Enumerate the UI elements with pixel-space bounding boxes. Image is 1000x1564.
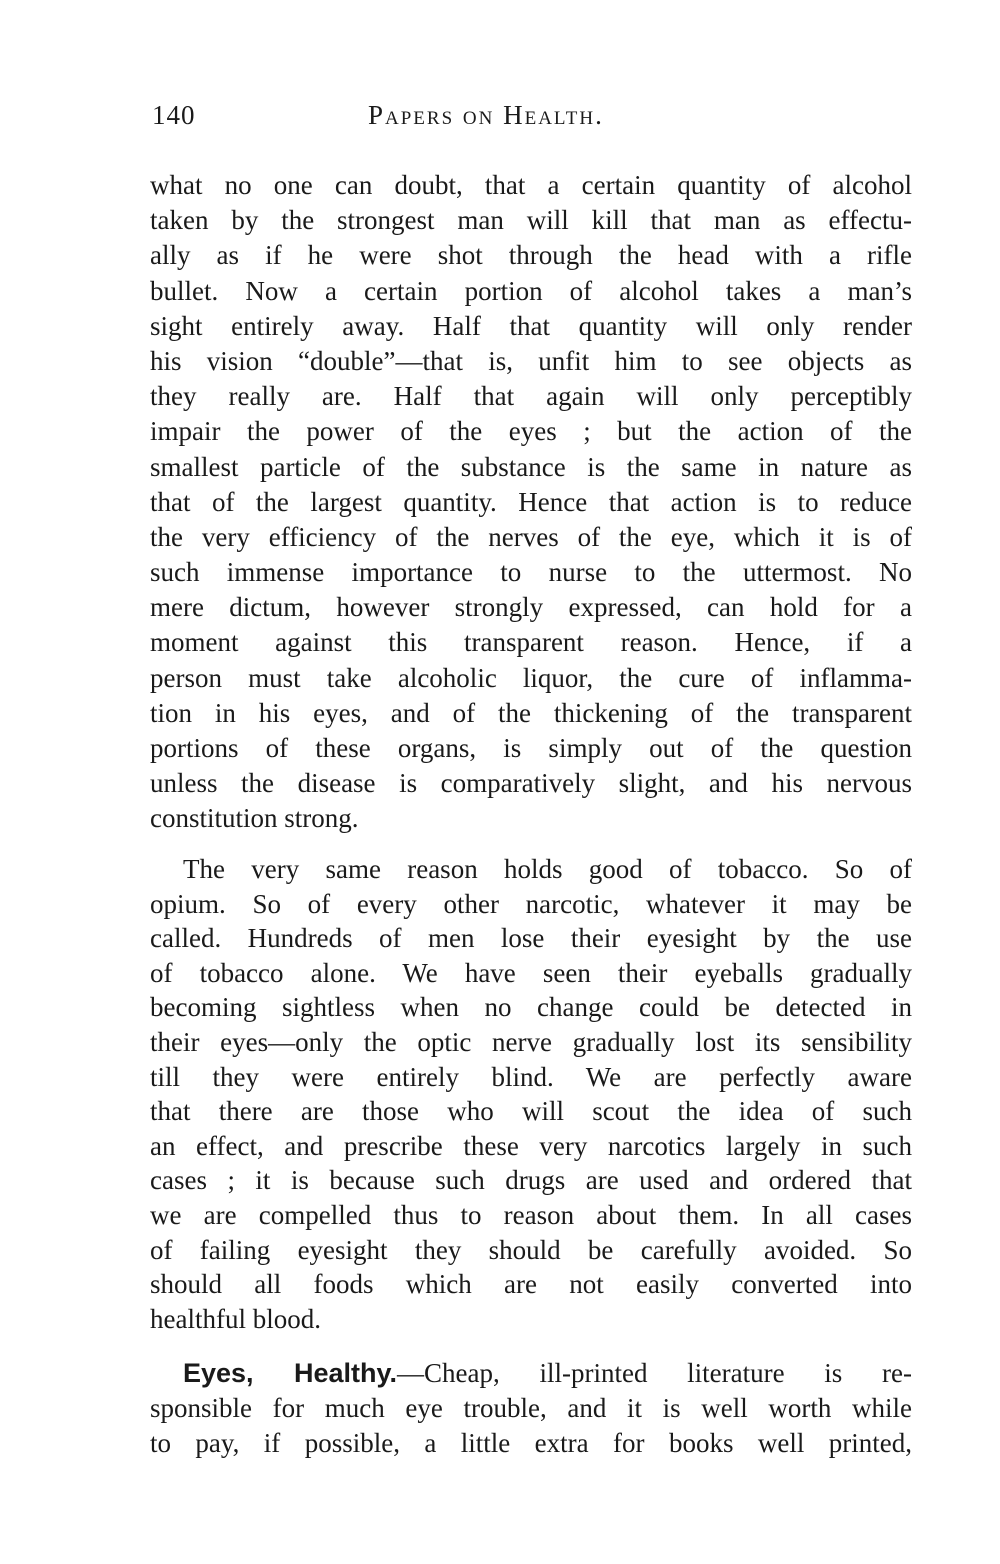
paragraph-line: opium. So of every other narcotic, whatever it may be [150,888,912,919]
paragraph-line: tion in his eyes, and of the thickening of the transparent [150,697,912,728]
paragraph-line: person must take alcoholic liquor, the cure of inflamma- [150,662,912,693]
entry-heading: Eyes, Healthy. [183,1358,398,1388]
paragraph-line: sight entirely away. Half that quantity will only render [150,310,912,341]
paragraph-eyes-healthy [150,1356,912,1462]
paragraph-line: mere dictum, however strongly expressed, can hold for a [150,592,912,623]
paragraph-line: impair the power of the eyes ; but the action of the [150,416,912,447]
paragraph-line: called. Hundreds of men lose their eyesight by the use [150,923,912,954]
paragraph-line: smallest particle of the substance is the same in nature as [150,451,912,482]
paragraph-line: sponsible for much eye trouble, and it is well worth while [150,1393,912,1424]
paragraph-line: that there are those who will scout the idea of such [150,1096,912,1127]
running-title: Papers on Health. [368,100,604,130]
page-number: 140 [152,100,196,130]
paragraph-line: moment against this transparent reason. Hence, if a [150,627,912,658]
paragraph-line: we are compelled thus to reason about them. In all cases [150,1199,912,1230]
paragraph-line: such immense importance to nurse to the uttermost. No [150,557,912,588]
entry-text: —Cheap, ill-printed literature is re- [397,1358,912,1388]
paragraph-line: unless the disease is comparatively slight, and his nervous [150,768,912,799]
paragraph-line: his vision “double”—that is, unfit him to see objects as [150,345,912,376]
paragraph-line: of tobacco alone. We have seen their eyeballs gradually [150,957,912,988]
paragraph-line: becoming sightless when no change could be detected in [150,992,912,1023]
paragraph-line: they really are. Half that again will only perceptibly [150,381,912,412]
paragraph-line: constitution strong. [150,803,359,834]
paragraph-line: that of the largest quantity. Hence that action is to reduce [150,486,912,517]
paragraph-line: cases ; it is because such drugs are used and ordered that [150,1165,912,1196]
paragraph-line [150,1356,912,1391]
paragraph-line: till they were entirely blind. We are perfectly aware [150,1061,912,1092]
paragraph-line: to pay, if possible, a little extra for books well printed, [150,1428,912,1459]
paragraph-line: their eyes—only the optic nerve gradually lost its sensibility [150,1026,912,1057]
paragraph-alcohol [150,168,912,837]
paragraph-line: bullet. Now a certain portion of alcohol takes a man’s [150,275,912,306]
paragraph-line: The very same reason holds good of tobacco. So of [183,854,912,884]
paragraph-line: ally as if he were shot through the head with a rifle [150,240,912,271]
paragraph-line: of failing eyesight they should be carefully avoided. So [150,1234,912,1265]
paragraph-line: healthful blood. [150,1303,321,1334]
paragraph-tobacco [150,852,912,1336]
paragraph-line: the very efficiency of the nerves of the eye, which it is of [150,521,912,552]
paragraph-line: an effect, and prescribe these very narcotics largely in such [150,1130,912,1161]
page-header [152,100,914,140]
paragraph-line: taken by the strongest man will kill that man as effectu- [150,205,912,236]
paragraph-line: portions of these organs, is simply out of the question [150,733,912,763]
paragraph-line: what no one can doubt, that a certain quantity of alcohol [150,170,912,200]
paragraph-line: should all foods which are not easily converted into [150,1269,912,1300]
